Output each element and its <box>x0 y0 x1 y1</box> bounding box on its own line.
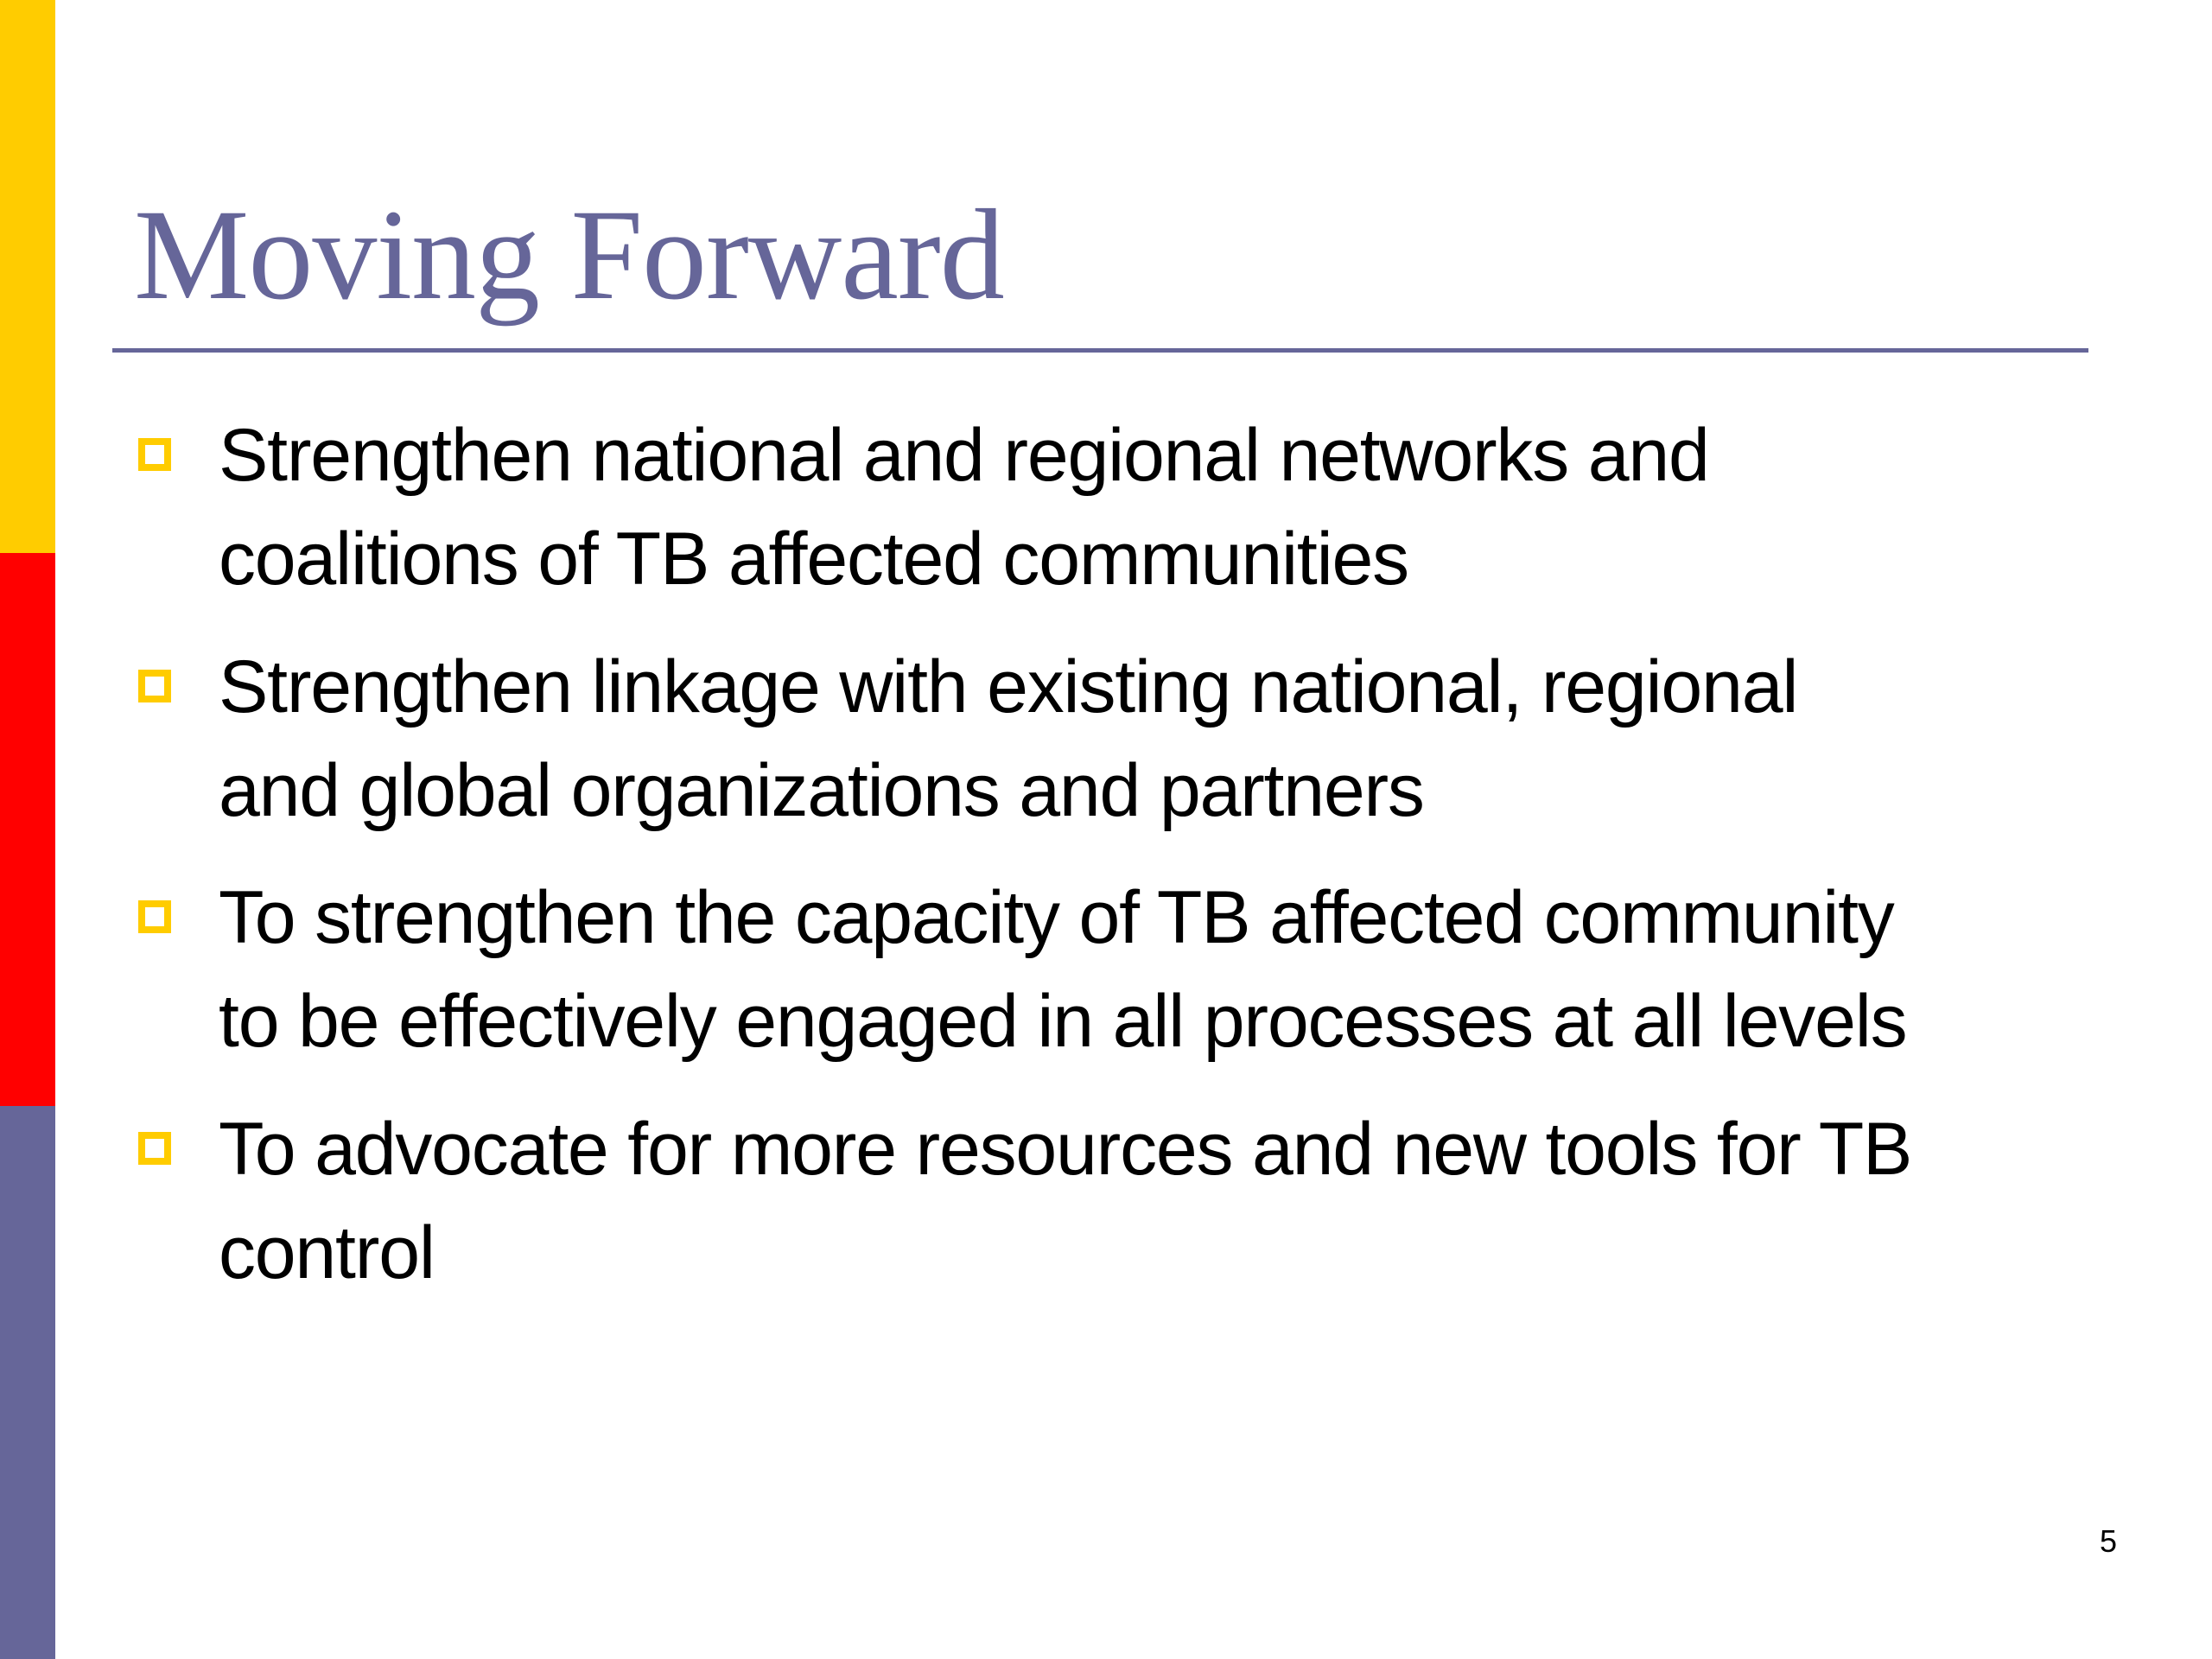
bullet-line: control <box>219 1211 435 1294</box>
bullet-line: Strengthen linkage with existing national, regional <box>219 645 1798 728</box>
bullet-text <box>219 1097 2120 1305</box>
bullet-line: To advocate for more resources and new tools for TB <box>219 1108 1912 1191</box>
page-number: 5 <box>2099 1523 2117 1559</box>
bullet-line: coalitions of TB affected communities <box>219 518 1408 601</box>
bullet-text <box>219 635 2120 842</box>
hollow-square-icon <box>138 900 171 933</box>
bullet-line: To strengthen the capacity of TB affected community <box>219 876 1894 959</box>
bullet-text <box>219 866 2120 1073</box>
bullet-text <box>219 404 2120 611</box>
bullet-line: Strengthen national and regional networks and <box>219 414 1709 497</box>
hollow-square-icon <box>138 670 171 702</box>
accent-bar-middle <box>0 553 55 1106</box>
slide-title: Moving Forward <box>134 183 1004 327</box>
accent-bar-top <box>0 0 55 553</box>
hollow-square-icon <box>138 1132 171 1165</box>
bullet-line: and global organizations and partners <box>219 749 1424 832</box>
hollow-square-icon <box>138 438 171 471</box>
accent-bar-bottom <box>0 1106 55 1659</box>
bullet-line: to be effectively engaged in all processes at all levels <box>219 980 1907 1063</box>
title-underline <box>112 348 2088 353</box>
